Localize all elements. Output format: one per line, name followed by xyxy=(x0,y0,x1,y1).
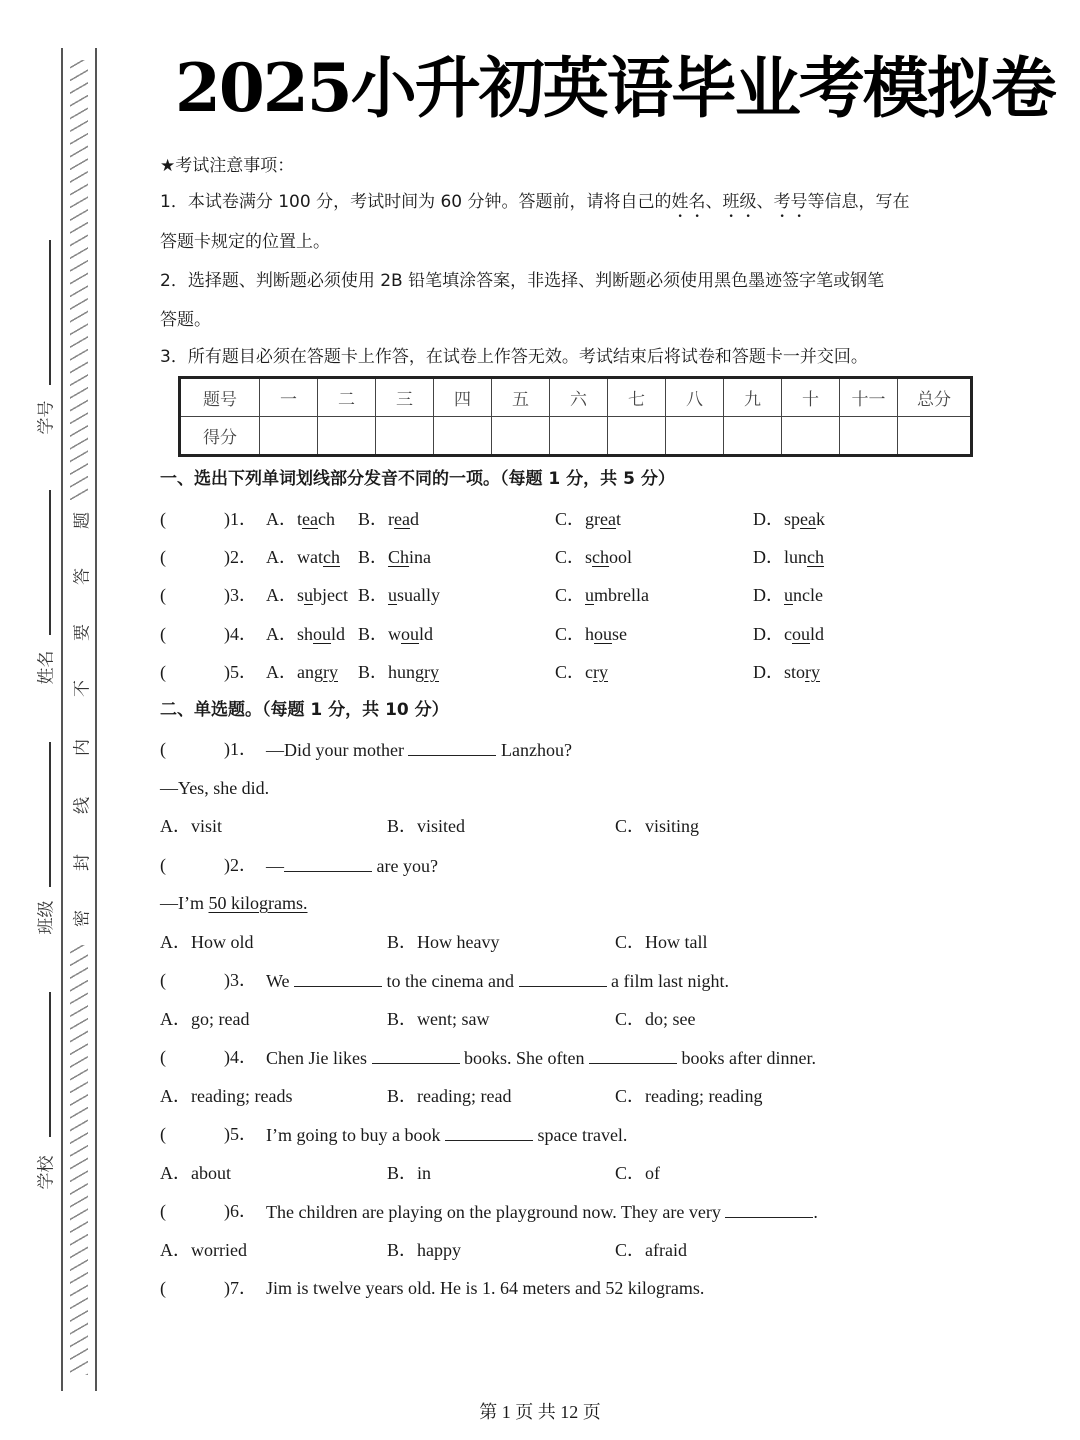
underlined-letters: ch xyxy=(323,547,340,567)
option-letter: D． xyxy=(753,624,784,644)
option-a[interactable] xyxy=(266,583,348,607)
question-2-1 xyxy=(160,737,860,763)
option-c[interactable] xyxy=(555,507,621,531)
option-c[interactable]: C．How tall xyxy=(615,932,708,952)
binding-hatch-top xyxy=(70,60,88,500)
underlined-letters: u xyxy=(585,585,595,605)
question-text xyxy=(266,853,438,878)
option-a[interactable] xyxy=(266,507,335,531)
word-part: ld xyxy=(331,624,346,644)
word-part: sp xyxy=(784,509,801,529)
question-text xyxy=(266,1122,627,1147)
word-part: sh xyxy=(297,624,314,644)
blank[interactable] xyxy=(284,853,372,872)
option-b[interactable] xyxy=(358,622,433,646)
notice-text: 等信息，写在 xyxy=(807,192,910,212)
question-number: )4． xyxy=(224,624,257,644)
question-1-5 xyxy=(160,660,860,686)
options-row xyxy=(160,814,860,840)
question-text-part: a film last night. xyxy=(611,971,729,991)
word-part: sually xyxy=(397,585,441,605)
score-cell[interactable] xyxy=(318,417,376,456)
answer-paren[interactable]: ( xyxy=(160,1047,166,1067)
seal-char: 线 xyxy=(72,797,93,814)
options-row xyxy=(160,930,860,956)
emphasis-exam-id: 考号 xyxy=(773,192,808,212)
question-text-part: Chen Jie likes xyxy=(266,1048,367,1068)
question-text-part: — xyxy=(266,856,284,876)
option-c[interactable]: C．of xyxy=(615,1163,660,1183)
reply-line: —Yes, she did. xyxy=(160,778,270,798)
score-table-col-total: 总分 xyxy=(898,378,972,417)
option-c[interactable]: C．visiting xyxy=(615,816,700,836)
seal-char: 封 xyxy=(72,854,93,871)
option-letter: D． xyxy=(753,509,784,529)
notice-item-3: 3．所有题目必须在答题卡上作答，在试卷上作答无效。考试结束后将试卷和答题卡一并交回。 xyxy=(160,347,868,367)
underlined-letters: ch xyxy=(592,547,610,567)
option-letter: C． xyxy=(555,624,586,644)
section-2-heading: 二、单选题。（每题 1 分，共 10 分） xyxy=(160,700,449,720)
option-b[interactable]: B．reading; read xyxy=(387,1086,512,1106)
underlined-letters: ea xyxy=(394,509,410,529)
score-cell[interactable] xyxy=(782,417,840,456)
underlined-letters: ry xyxy=(424,662,440,682)
binding-line-outer xyxy=(61,48,63,1391)
options-row xyxy=(160,1007,860,1033)
word-part: ch xyxy=(318,509,335,529)
question-number: )5． xyxy=(224,1124,257,1144)
word-part: ang xyxy=(297,662,323,682)
question-number: )3． xyxy=(224,585,257,605)
score-table-col: 四 xyxy=(434,378,492,417)
option-letter: B． xyxy=(358,662,389,682)
option-a[interactable]: A．How old xyxy=(160,932,254,952)
question-text-part: Lanzhou? xyxy=(500,740,572,760)
word-part: c xyxy=(784,624,792,644)
section-1-heading: 一、选出下列单词划线部分发音不同的一项。（每题 1 分，共 5 分） xyxy=(160,469,675,489)
option-letter: C． xyxy=(555,509,586,529)
score-table-col: 十 xyxy=(782,378,840,417)
answer-paren[interactable]: ( xyxy=(160,585,166,605)
score-table-col: 六 xyxy=(550,378,608,417)
score-cell[interactable] xyxy=(898,417,972,456)
option-b[interactable] xyxy=(358,545,431,569)
option-letter: D． xyxy=(753,585,784,605)
emphasis-name: 姓名 xyxy=(671,192,706,212)
option-letter: B． xyxy=(358,624,389,644)
score-cell[interactable] xyxy=(492,417,550,456)
answer-paren[interactable]: ( xyxy=(160,855,166,875)
option-d[interactable] xyxy=(753,545,824,569)
option-letter: A． xyxy=(266,624,297,644)
blank[interactable] xyxy=(519,968,607,987)
option-a[interactable]: A．about xyxy=(160,1163,231,1183)
question-number: )3． xyxy=(224,970,257,990)
option-c[interactable]: C．reading; reading xyxy=(615,1086,763,1106)
word-part: ina xyxy=(409,547,432,567)
underlined-letters: ea xyxy=(800,509,816,529)
question-2-2 xyxy=(160,853,860,879)
option-letter: D． xyxy=(753,662,784,682)
word-part: sto xyxy=(784,662,806,682)
answer-paren[interactable]: ( xyxy=(160,509,166,529)
underlined-letters: ry xyxy=(323,662,338,682)
option-c[interactable] xyxy=(555,622,627,646)
score-table-col: 五 xyxy=(492,378,550,417)
option-b[interactable]: B．happy xyxy=(387,1240,461,1260)
class-line[interactable] xyxy=(49,742,51,887)
answer-paren[interactable]: ( xyxy=(160,1124,166,1144)
option-c[interactable]: C．afraid xyxy=(615,1240,687,1260)
answer-paren[interactable]: ( xyxy=(160,624,166,644)
answer-paren[interactable]: ( xyxy=(160,970,166,990)
underlined-letters: ry xyxy=(593,662,609,682)
option-b[interactable]: B．How heavy xyxy=(387,932,500,952)
underlined-letters: u xyxy=(784,585,793,605)
school-label: 学校 xyxy=(36,1155,57,1190)
underlined-letters: ea xyxy=(302,509,318,529)
word-part: s xyxy=(297,585,305,605)
question-number: )7． xyxy=(224,1278,257,1298)
question-text-part: —Did your mother xyxy=(266,740,404,760)
score-table xyxy=(178,376,973,457)
question-text-part: books. She often xyxy=(464,1048,585,1068)
option-b[interactable] xyxy=(358,660,439,684)
question-text-part: The children are playing on the playground now. They are very xyxy=(266,1202,721,1222)
underlined-letters: ch xyxy=(807,547,825,567)
options-row xyxy=(160,1161,860,1187)
word-part: ld xyxy=(419,624,434,644)
option-c[interactable]: C．do; see xyxy=(615,1009,696,1029)
word-part: d xyxy=(410,509,419,529)
option-a[interactable]: A．go; read xyxy=(160,1009,250,1029)
score-cell[interactable] xyxy=(724,417,782,456)
class-label: 班级 xyxy=(36,900,57,935)
score-cell[interactable] xyxy=(550,417,608,456)
word-part: r xyxy=(388,509,395,529)
option-b[interactable]: B．went; saw xyxy=(387,1009,490,1029)
score-table-col: 八 xyxy=(666,378,724,417)
notice-text: 1．本试卷满分 100 分，考试时间为 60 分钟。答题前，请将自己的 xyxy=(160,192,672,212)
option-letter: C． xyxy=(555,585,586,605)
underlined-letters: u xyxy=(388,585,398,605)
option-letter: D． xyxy=(753,547,784,567)
word-part: lun xyxy=(784,547,808,567)
answer-paren[interactable]: ( xyxy=(160,662,166,682)
score-table-col: 十一 xyxy=(840,378,898,417)
question-2-7 xyxy=(160,1276,960,1302)
seal-char: 题 xyxy=(72,512,93,529)
question-text-part: . xyxy=(813,1202,818,1222)
option-letter: A． xyxy=(266,547,297,567)
name-line[interactable] xyxy=(49,490,51,635)
question-2-6 xyxy=(160,1199,980,1225)
question-number: )2． xyxy=(224,855,257,875)
word-part: t xyxy=(297,509,303,529)
answer-paren[interactable]: ( xyxy=(160,1201,166,1221)
option-letter: B． xyxy=(358,547,389,567)
word-part: gr xyxy=(585,509,601,529)
reply-text-part: —I’m xyxy=(160,893,209,913)
separator: 、 xyxy=(756,192,774,212)
score-table-col: 九 xyxy=(724,378,782,417)
notice-item-2-cont: 答题。 xyxy=(160,310,211,330)
question-number: )6． xyxy=(224,1201,257,1221)
word-part: hung xyxy=(388,662,425,682)
word-part: bject xyxy=(313,585,348,605)
option-a[interactable] xyxy=(266,622,345,646)
question-text-part: space travel. xyxy=(537,1125,628,1145)
option-c[interactable] xyxy=(555,545,632,569)
word-part: wat xyxy=(297,547,323,567)
option-a[interactable]: A．visit xyxy=(160,816,223,836)
seal-char: 密 xyxy=(72,910,93,927)
word-part: w xyxy=(388,624,402,644)
option-c[interactable] xyxy=(555,583,649,607)
score-cell[interactable] xyxy=(608,417,666,456)
option-a[interactable]: A．reading; reads xyxy=(160,1086,293,1106)
underlined-letters: ou xyxy=(401,624,420,644)
option-letter: A． xyxy=(266,662,297,682)
score-cell[interactable] xyxy=(840,417,898,456)
score-table-col: 三 xyxy=(376,378,434,417)
blank[interactable] xyxy=(372,1045,460,1064)
option-c[interactable] xyxy=(555,660,608,684)
option-b[interactable] xyxy=(358,583,440,607)
question-1-2 xyxy=(160,545,860,571)
score-cell[interactable] xyxy=(666,417,724,456)
score-table-col: 一 xyxy=(260,378,318,417)
question-1-4 xyxy=(160,622,860,648)
question-1-1 xyxy=(160,507,860,533)
underlined-answer: 50 kilograms. xyxy=(208,893,308,913)
school-line[interactable] xyxy=(49,992,51,1137)
notice-heading: ★考试注意事项： xyxy=(160,156,295,176)
question-text: Jim is twelve years old. He is 1. 64 meters and 52 kilograms. xyxy=(266,1278,705,1298)
notice-item-2: 2．选择题、判断题必须使用 2B 铅笔填涂答案，非选择、判断题必须使用黑色墨迹签字笔或钢笔 xyxy=(160,271,885,291)
score-cell[interactable] xyxy=(260,417,318,456)
notice-item-1-cont: 答题卡规定的位置上。 xyxy=(160,232,330,252)
option-d[interactable] xyxy=(753,583,823,607)
question-number: )2． xyxy=(224,547,257,567)
question-text xyxy=(266,1045,816,1070)
option-letter: A． xyxy=(266,509,297,529)
separator: 、 xyxy=(705,192,723,212)
option-b[interactable]: B．visited xyxy=(387,816,466,836)
question-text-part: to the cinema and xyxy=(386,971,514,991)
underlined-letters: ea xyxy=(600,509,616,529)
option-d[interactable] xyxy=(753,622,824,646)
question-text-part: I’m going to buy a book xyxy=(266,1125,441,1145)
answer-paren[interactable]: ( xyxy=(160,1278,166,1298)
score-table-col: 二 xyxy=(318,378,376,417)
underlined-letters: ou xyxy=(313,624,332,644)
word-part: se xyxy=(612,624,628,644)
seal-char: 答 xyxy=(72,568,93,585)
underlined-letters: u xyxy=(304,585,314,605)
question-text-part: We xyxy=(266,971,290,991)
reply-line xyxy=(160,891,560,917)
page-number: 第 1 页 共 12 页 xyxy=(479,1402,601,1422)
option-b[interactable] xyxy=(358,507,419,531)
option-letter: A． xyxy=(266,585,297,605)
seal-char: 要 xyxy=(72,624,93,641)
question-text-part: are you? xyxy=(376,856,438,876)
reply-text xyxy=(160,891,308,915)
option-letter: C． xyxy=(555,547,586,567)
word-part: ool xyxy=(609,547,633,567)
underlined-letters: ou xyxy=(594,624,613,644)
question-number: )5． xyxy=(224,662,257,682)
option-a[interactable] xyxy=(266,545,340,569)
option-d[interactable] xyxy=(753,660,820,684)
name-label: 姓名 xyxy=(36,650,57,685)
word-part: ld xyxy=(810,624,825,644)
question-text xyxy=(266,1199,818,1224)
word-part: ncle xyxy=(793,585,823,605)
word-part: s xyxy=(585,547,593,567)
page-title: 2025小升初英语毕业考模拟卷 xyxy=(175,49,1055,127)
question-2-3 xyxy=(160,968,920,994)
question-2-4 xyxy=(160,1045,960,1071)
score-cell[interactable] xyxy=(434,417,492,456)
option-d[interactable] xyxy=(753,507,825,531)
score-table-col: 七 xyxy=(608,378,666,417)
notice-item-1 xyxy=(160,190,910,222)
option-letter: B． xyxy=(358,585,389,605)
option-a[interactable] xyxy=(266,660,338,684)
question-number: )4． xyxy=(224,1047,257,1067)
binding-hatch-bottom xyxy=(70,945,88,1375)
answer-paren[interactable]: ( xyxy=(160,739,166,759)
question-text xyxy=(266,968,729,993)
word-part: c xyxy=(585,662,594,682)
student-id-label: 学号 xyxy=(36,400,57,435)
student-id-line[interactable] xyxy=(49,240,51,385)
question-number: )1． xyxy=(224,509,257,529)
underlined-letters: ou xyxy=(792,624,810,644)
score-table-row-label: 得分 xyxy=(180,417,260,456)
underlined-letters: Ch xyxy=(388,547,410,567)
score-table-row-label: 题号 xyxy=(180,378,260,417)
option-a[interactable]: A．worried xyxy=(160,1240,247,1260)
emphasis-class: 班级 xyxy=(722,192,757,212)
word-part: k xyxy=(816,509,825,529)
word-part: t xyxy=(616,509,622,529)
word-part: mbrella xyxy=(594,585,649,605)
blank[interactable] xyxy=(589,1045,677,1064)
seal-char: 不 xyxy=(72,680,93,697)
question-2-5 xyxy=(160,1122,860,1148)
option-b[interactable]: B．in xyxy=(387,1163,432,1183)
score-cell[interactable] xyxy=(376,417,434,456)
score-table-score-row xyxy=(180,417,972,456)
question-text xyxy=(266,737,572,762)
word-part: h xyxy=(585,624,595,644)
binding-line-inner xyxy=(95,48,97,1391)
question-text-part: books after dinner. xyxy=(681,1048,816,1068)
answer-paren[interactable]: ( xyxy=(160,547,166,567)
score-table-header-row xyxy=(180,378,972,417)
options-row xyxy=(160,1084,860,1110)
question-number: )1． xyxy=(224,739,257,759)
options-row xyxy=(160,1238,860,1264)
blank[interactable] xyxy=(294,968,382,987)
blank[interactable] xyxy=(725,1199,813,1218)
option-letter: C． xyxy=(555,662,586,682)
underlined-letters: ry xyxy=(805,662,821,682)
option-letter: B． xyxy=(358,509,389,529)
seal-char: 内 xyxy=(72,739,93,756)
blank[interactable] xyxy=(445,1122,533,1141)
blank[interactable] xyxy=(408,737,496,756)
question-1-3 xyxy=(160,583,860,609)
